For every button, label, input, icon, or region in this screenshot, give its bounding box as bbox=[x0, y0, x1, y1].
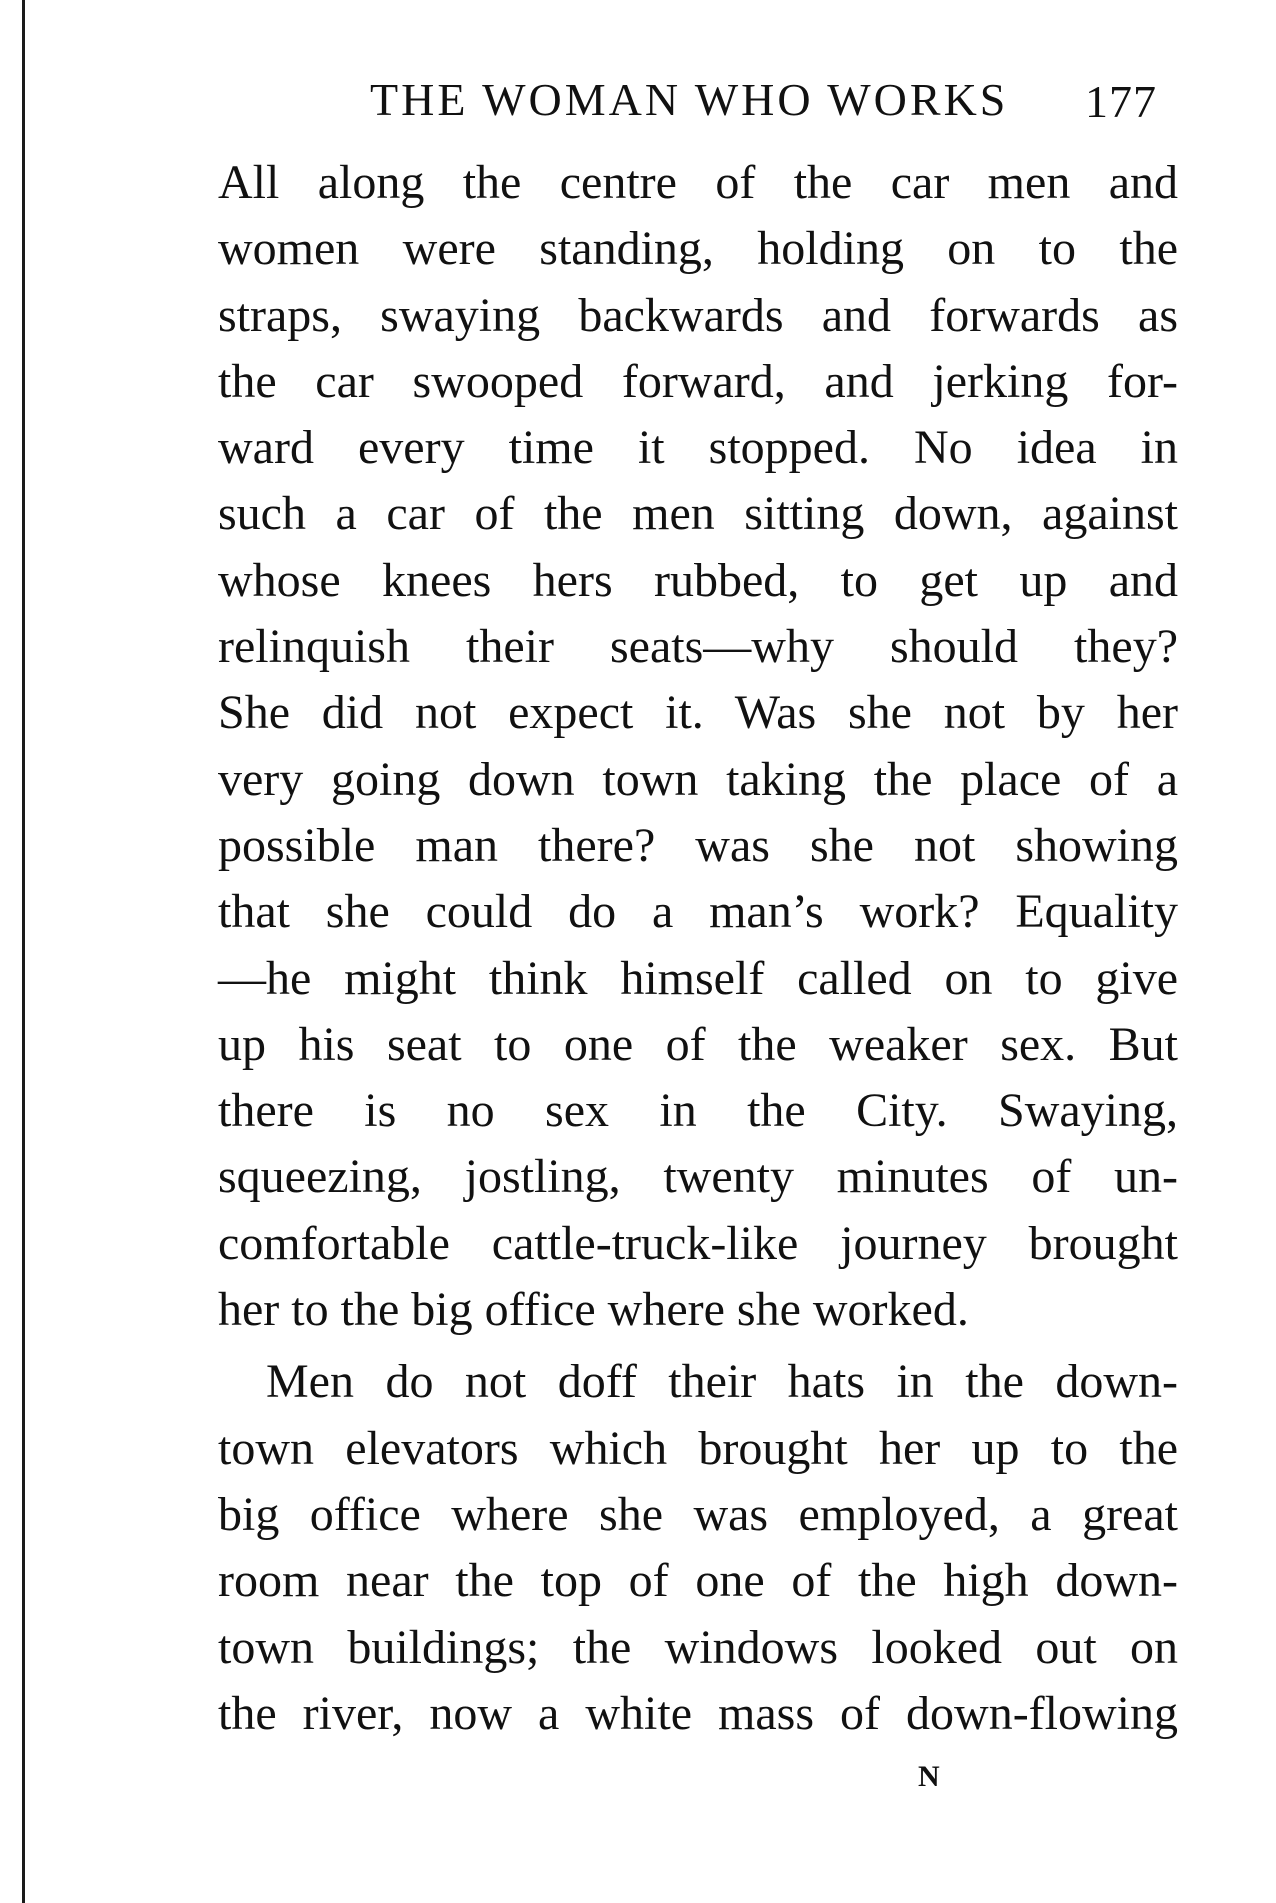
signature-mark: N bbox=[918, 1760, 941, 1793]
text-line: big office where she was employed, a great bbox=[218, 1487, 1178, 1541]
binding-edge-rule bbox=[22, 0, 25, 1903]
text-line: town elevators which brought her up to the bbox=[218, 1421, 1178, 1475]
running-head bbox=[370, 72, 1190, 128]
body-text bbox=[218, 150, 1178, 1747]
text-line: room near the top of one of the high down- bbox=[218, 1554, 1178, 1608]
text-line: very going down town taking the place of a bbox=[218, 752, 1178, 806]
page-number: 177 bbox=[1085, 76, 1157, 127]
text-line: straps, swaying backwards and forwards as bbox=[218, 288, 1178, 342]
text-line: there is no sex in the City. Swaying, bbox=[218, 1084, 1178, 1138]
text-line: that she could do a man’s work? Equality bbox=[218, 885, 1178, 939]
text-line: squeezing, jostling, twenty minutes of un- bbox=[218, 1150, 1178, 1204]
text-line: possible man there? was she not showing bbox=[218, 818, 1178, 872]
paragraph-2 bbox=[218, 1349, 1178, 1747]
text-line: All along the centre of the car men and bbox=[218, 156, 1178, 209]
text-line: women were standing, holding on to the bbox=[218, 222, 1178, 276]
text-line: ward every time it stopped. No idea in bbox=[218, 421, 1178, 475]
text-line: whose knees hers rubbed, to get up and bbox=[218, 553, 1178, 607]
text-line: town buildings; the windows looked out on bbox=[218, 1620, 1178, 1674]
text-line: Men do not doff their hats in the down- bbox=[266, 1355, 1178, 1409]
text-line: up his seat to one of the weaker sex. But bbox=[218, 1017, 1178, 1071]
text-line: such a car of the men sitting down, against bbox=[218, 487, 1178, 541]
text-line: the river, now a white mass of down-flowing bbox=[218, 1686, 1178, 1740]
text-line: relinquish their seats—why should they? bbox=[218, 620, 1178, 674]
text-line: She did not expect it. Was she not by her bbox=[218, 686, 1178, 740]
running-head-title: THE WOMAN WHO WORKS bbox=[370, 74, 1009, 125]
text-line: —he might think himself called on to give bbox=[218, 951, 1178, 1005]
text-line: the car swooped forward, and jerking for- bbox=[218, 354, 1178, 408]
text-line: comfortable cattle-truck-like journey brought bbox=[218, 1216, 1178, 1270]
paragraph-1 bbox=[218, 150, 1178, 1343]
text-line: her to the big office where she worked. bbox=[218, 1283, 969, 1337]
